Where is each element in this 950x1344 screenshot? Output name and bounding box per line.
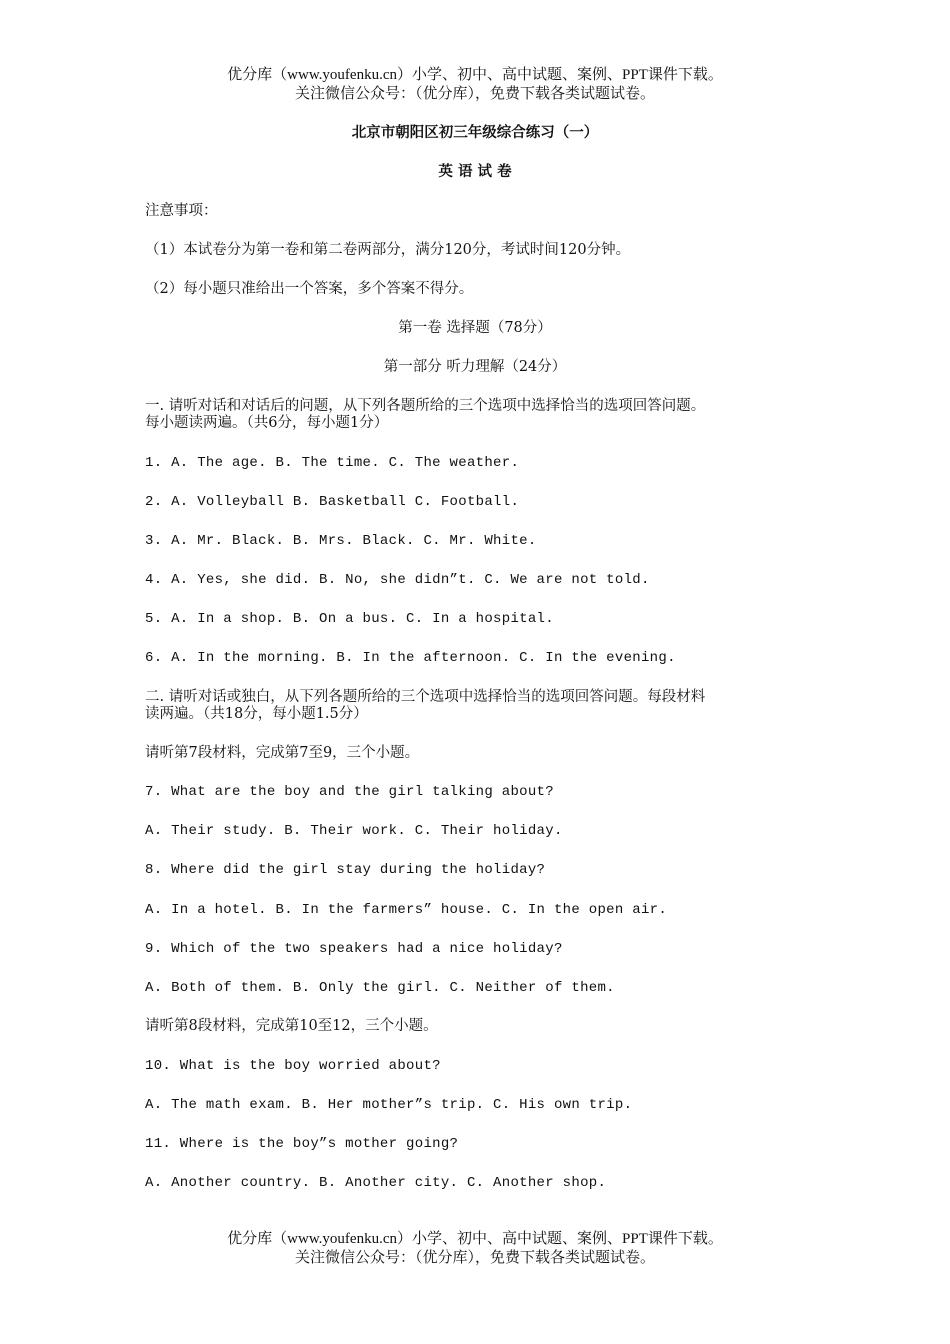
section-2-instruction-line-2: 读两遍。（共18分，每小题1.5分） bbox=[145, 706, 368, 722]
answer-options-11: A. Another country. B. Another city. C. Another shop. bbox=[145, 1175, 607, 1191]
footer-line-1: 优分库（www.youfenku.cn）小学、初中、高中试题、案例、PPT课件下载。 bbox=[227, 1231, 723, 1247]
answer-options-7: A. Their study. B. Their work. C. Their holiday. bbox=[145, 823, 563, 839]
question-5: 5. A. In a shop. B. On a bus. C. In a hospital. bbox=[145, 611, 554, 627]
question-4: 4. A. Yes, she did. B. No, she didn”t. C. We are not told. bbox=[145, 572, 650, 588]
part-heading: 第一部分 听力理解（24分） bbox=[383, 359, 567, 375]
question-7: 7. What are the boy and the girl talking about? bbox=[145, 784, 554, 800]
question-8: 8. Where did the girl stay during the holiday? bbox=[145, 862, 546, 878]
question-1: 1. A. The age. B. The time. C. The weather. bbox=[145, 455, 520, 471]
footer-line-2: 关注微信公众号：（优分库），免费下载各类试题试卷。 bbox=[294, 1250, 655, 1266]
document-subtitle: 英 语 试 卷 bbox=[438, 163, 512, 180]
volume-heading: 第一卷 选择题（78分） bbox=[398, 320, 552, 336]
section-2-instruction-line-1: 二. 请听对话或独白，从下列各题所给的三个选项中选择恰当的选项回答问题。每段材料 bbox=[145, 689, 706, 705]
question-9: 9. Which of the two speakers had a nice holiday? bbox=[145, 941, 563, 957]
section-1-instruction-line-1: 一. 请听对话和对话后的问题，从下列各题所给的三个选项中选择恰当的选项回答问题。 bbox=[145, 398, 706, 414]
section-1-instruction-line-2: 每小题读两遍。（共6分，每小题1分） bbox=[145, 415, 389, 431]
answer-options-10: A. The math exam. B. Her mother”s trip. C. His own trip. bbox=[145, 1097, 633, 1113]
question-11: 11. Where is the boy”s mother going? bbox=[145, 1136, 459, 1152]
header-line-2: 关注微信公众号：（优分库），免费下载各类试题试卷。 bbox=[294, 86, 655, 102]
question-2: 2. A. Volleyball B. Basketball C. Football. bbox=[145, 494, 520, 510]
question-10: 10. What is the boy worried about? bbox=[145, 1058, 441, 1074]
answer-options-8: A. In a hotel. B. In the farmers” house. C. In the open air. bbox=[145, 902, 668, 918]
notes-item-1: （1）本试卷分为第一卷和第二卷两部分，满分120分，考试时间120分钟。 bbox=[145, 242, 631, 258]
notes-heading: 注意事项： bbox=[145, 203, 218, 219]
answer-options-9: A. Both of them. B. Only the girl. C. Neither of them. bbox=[145, 980, 615, 996]
header-line-1: 优分库（www.youfenku.cn）小学、初中、高中试题、案例、PPT课件下载。 bbox=[227, 67, 723, 83]
question-3: 3. A. Mr. Black. B. Mrs. Black. C. Mr. White. bbox=[145, 533, 537, 549]
material-8-instruction: 请听第8段材料，完成第10至12，三个小题。 bbox=[145, 1018, 438, 1034]
notes-item-2: （2）每小题只准给出一个答案，多个答案不得分。 bbox=[145, 281, 474, 297]
document-title: 北京市朝阳区初三年级综合练习（一） bbox=[351, 124, 599, 141]
material-7-instruction: 请听第7段材料，完成第7至9，三个小题。 bbox=[145, 745, 420, 761]
question-6: 6. A. In the morning. B. In the afternoon. C. In the evening. bbox=[145, 650, 676, 666]
